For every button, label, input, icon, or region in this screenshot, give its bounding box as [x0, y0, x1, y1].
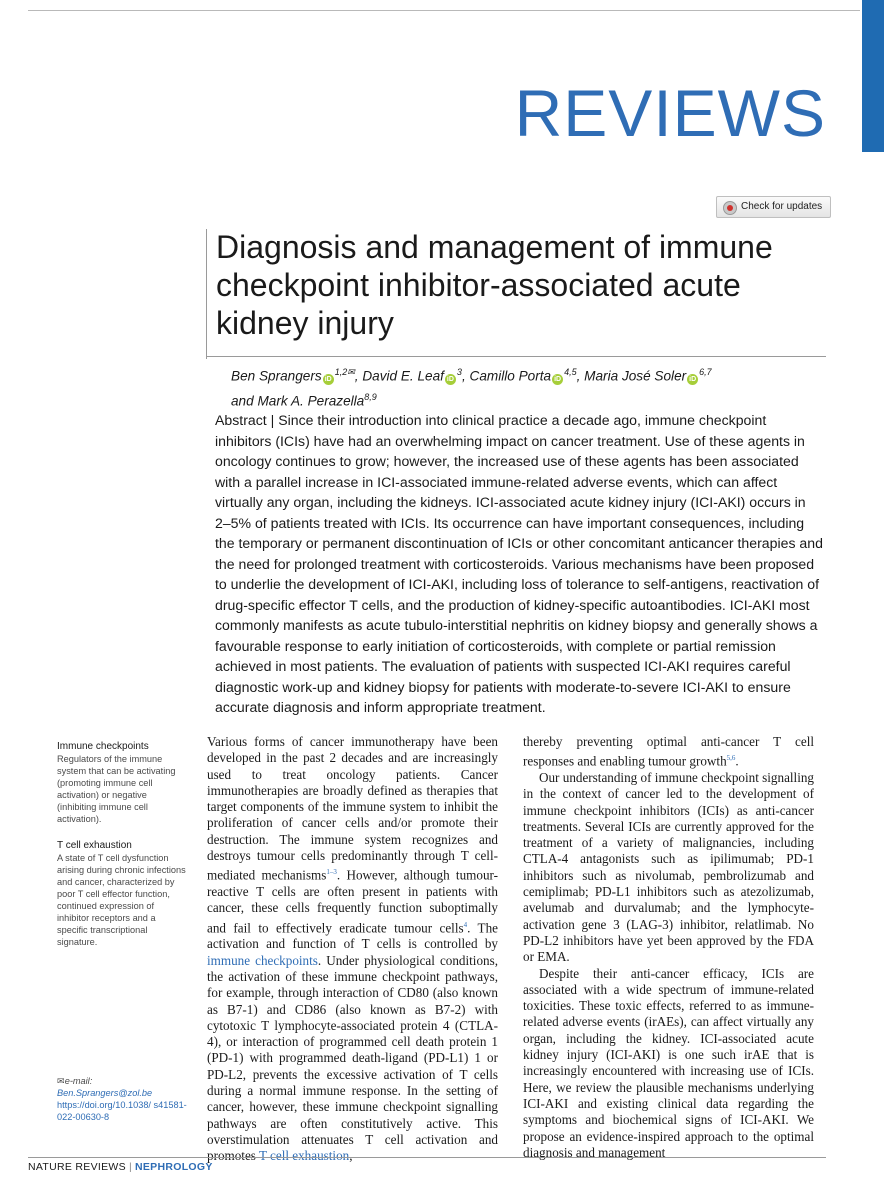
author-separator: , — [461, 368, 470, 384]
crossmark-icon — [723, 201, 737, 215]
glossary-term: Immune checkpoints — [57, 741, 149, 752]
author-affiliation: 3 — [456, 367, 462, 377]
body-text: thereby preventing optimal anti-cancer T cell responses and enabling tumour growth — [523, 734, 814, 769]
author-affiliation: 4,5 — [564, 367, 577, 377]
body-text: . — [735, 753, 739, 769]
body-text: . Under physiological conditions, the activation of these immune checkpoint pathways, for example, through interaction of CD80 (also known as B7-1) and CD86 (also known as B7-2) with cytotoxic T lymphocyte-associated protein 4 (CTLA-4), or interaction of programmed cell death protein 1 (PD-1) with programmed death-ligand (PD-L1) 1 or PD-L2, prevents the excessive activation of T cells during a normal immune response. In the setting of cancer, however, these immune checkpoint signalling pathways are often constitutively active. This overstimulation attenuates T cell activation and promotes — [207, 952, 498, 1164]
author-name[interactable]: Mark A. Perazella — [257, 393, 365, 409]
body-text: . The activation and function of T cells is controlled by — [207, 920, 498, 952]
glossary-sidebar — [57, 741, 187, 962]
author-affiliation: 1,2✉ — [334, 367, 355, 377]
orcid-icon[interactable]: iD — [324, 375, 332, 383]
author-separator: , — [354, 368, 363, 384]
reference-link[interactable]: 5,6 — [726, 754, 736, 763]
abstract-text: Since their introduction into clinical practice a decade ago, immune checkpoint inhibitors (ICIs) have had an overwhelming impact on cancer treatment. Use of these agents in oncology continues to grow; however, the increased use of these agents has been associated with a parallel increase in ICI-associated immune-related adverse events, which can affect virtually any organ, including the kidneys. ICI-associated acute kidney injury (ICI-AKI) occurs in 2–5% of patients treated with ICIs. Its occurrence can have important consequences, including the temporary or permanent discontinuation of ICIs or other concomitant anticancer therapies and the need for prolonged treatment with corticosteroids. Various mechanisms have been proposed to underlie the development of ICI-AKI, including loss of tolerance to self-antigens, reactivation of drug-specific effector T cells, and the production of kidney-specific autoantibodies. ICI-AKI most commonly manifests as acute tubulo-interstitial nephritis on kidney biopsy and generally shows a favourable response to early initiation of corticosteroids, with complete or partial remission achieved in most patients. The evaluation of patients with suspected ICI-AKI requires careful diagnostic work-up and kidney biopsy for patients with moderate-to-severe ICI-AKI to ensure accurate diagnosis and inform appropriate treatment. — [215, 412, 823, 715]
body-column-left — [207, 734, 498, 1164]
check-for-updates-button[interactable] — [716, 196, 831, 218]
orcid-icon[interactable]: iD — [554, 375, 562, 383]
author-affiliation: 6,7 — [699, 367, 712, 377]
publisher-name: NATURE REVIEWS — [28, 1161, 126, 1173]
title-divider — [206, 356, 826, 357]
body-paragraph: Our understanding of immune checkpoint signalling in the context of cancer led to the development of immune checkpoint inhibitors (ICIs) as anti-cancer treatments. Several ICIs are currently approved for the treatment of a variety of malignancies, including CTLA-4 antagonists such as ipilimumab; PD-1 inhibitors such as nivolumab, pembrolizumab and cemiplimab; PD-L1 inhibitors such as atezolizumab, avelumab and durvalumab; and the lymphocyte-activation gene 3 (LAG-3) inhibitor, relatlimab. No PD-L2 inhibitors have yet been approved by the FDA or EMA. — [523, 769, 814, 965]
body-paragraph — [523, 734, 814, 770]
section-label: REVIEWS — [514, 76, 826, 150]
reference-link[interactable]: 1–3 — [326, 868, 337, 877]
journal-name: NEPHROLOGY — [134, 1161, 213, 1173]
author-separator: and — [231, 393, 258, 409]
author-affiliation: 8,9 — [364, 391, 377, 402]
author-name[interactable]: David E. Leaf — [362, 368, 444, 384]
envelope-icon: ✉ — [57, 1076, 65, 1086]
reference-link[interactable]: 4 — [463, 920, 468, 929]
footer-separator: | — [128, 1161, 132, 1173]
author-name[interactable]: Camillo Porta — [469, 368, 552, 384]
body-text: , — [349, 1148, 353, 1164]
article-title: Diagnosis and management of immune checkpoint inhibitor-associated acute kidney injury — [216, 229, 773, 341]
email-label: e-mail: — [64, 1076, 93, 1086]
email-link[interactable]: Ben.Sprangers@zol.be — [57, 1088, 153, 1098]
author-list — [231, 362, 831, 411]
glossary-definition: Regulators of the immune system that can be activating (promoting immune cell activation) or negative (inhibiting immune cell activation). — [57, 754, 176, 825]
title-divider-vertical — [206, 229, 207, 359]
glossary-link-t-cell-exhaustion[interactable]: T cell exhaustion — [258, 1148, 350, 1164]
correspondence — [57, 1075, 187, 1123]
body-paragraph: Despite their anti-cancer efficacy, ICIs are associated with a wide spectrum of immune-related toxicities. These toxic effects, referred to as immune-related adverse events (irAEs), can affect virtually any organ, including the kidney. ICI-associated acute kidney injury (ICI-AKI) is one such irAE that is increasingly encountered with increasing use of ICIs. Here, we review the plausible mechanisms underlying ICI-AKI and existing clinical data regarding the symptoms and biochemical signs of ICI-AKI. We propose an evidence-inspired approach to the optimal diagnosis and management — [523, 965, 814, 1160]
abstract — [215, 410, 825, 718]
orcid-icon[interactable]: iD — [689, 375, 697, 383]
footer-divider — [28, 1157, 826, 1158]
author-name[interactable]: Maria José Soler — [584, 368, 687, 384]
check-for-updates-label: Check for updates — [741, 201, 823, 212]
abstract-heading: Abstract | — [215, 412, 275, 428]
body-paragraph — [207, 734, 498, 1164]
body-column-right — [523, 734, 814, 1161]
body-text: Various forms of cancer immunotherapy have been developed in the past 2 decades and are increasingly used to treat oncology patients. Cancer immunotherapies are broadly defined as therapies that target components of the immune system to inhibit the proliferation of cancer cells and/or promote their destruction. The immune system recognizes and destroys tumour cells predominantly through T cell-mediated mechanisms — [207, 734, 498, 883]
author-name[interactable]: Ben Sprangers — [231, 368, 322, 384]
glossary-definition: A state of T cell dysfunction arising during chronic infections and cancer, characterized by poor T cell effector function, continued expression of inhibitor receptors and a specific transcriptional signature. — [57, 852, 186, 948]
glossary-link-immune-checkpoints[interactable]: immune checkpoints — [207, 952, 318, 968]
author-separator: , — [576, 368, 585, 384]
orcid-icon[interactable]: iD — [446, 375, 454, 383]
glossary-term: T cell exhaustion — [57, 839, 132, 851]
footer — [28, 1161, 213, 1173]
body-text: . However, although tumour-reactive T cells are often present in patients with cancer, these cells frequently function suboptimally and fail to effectively eradicate tumour cells — [207, 867, 499, 936]
doi-link[interactable]: https://doi.org/10.1038/ s41581-022-00630-8 — [57, 1100, 187, 1122]
color-tab — [862, 0, 884, 152]
top-rule — [28, 0, 860, 11]
